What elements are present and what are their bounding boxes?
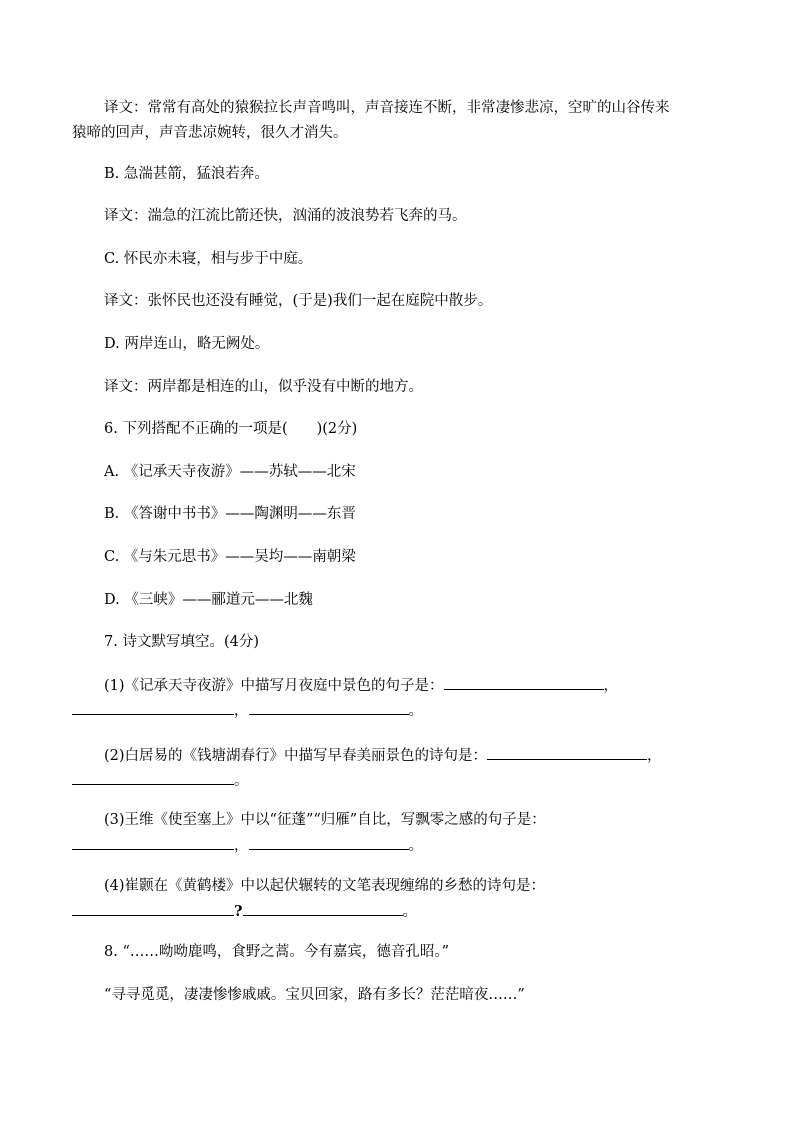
question-7-3: (3)王维《使至塞上》中以“征蓬”“归雁”自比，写飘零之感的句子是： — [104, 812, 546, 828]
question-7: 7. 诗文默写填空。(4分) — [104, 634, 259, 650]
question-7-4: (4)崔颢在《黄鹤楼》中以起伏辗转的文笔表现缠绵的乡愁的诗句是： — [104, 878, 546, 894]
answer-blank[interactable] — [487, 745, 647, 760]
translation-b: 译文：湍急的江流比箭还快，汹涌的波浪势若飞奔的马。 — [104, 208, 467, 224]
question-mark: ? — [234, 903, 243, 920]
comma: ， — [234, 838, 249, 854]
translation-line: 猿啼的回声，声音悲凉婉转，很久才消失。 — [72, 125, 348, 141]
comma: ， — [603, 678, 619, 694]
question-7-2 — [104, 745, 764, 766]
question-7-1 — [104, 675, 764, 696]
prompt-text: (1)《记承天寺夜游》中描写月夜庭中景色的句子是： — [104, 678, 444, 694]
prompt-text: (2)白居易的《钱塘湖春行》中描写早春美丽景色的诗句是： — [104, 748, 488, 764]
answer-blank[interactable] — [72, 835, 234, 850]
period: 。 — [408, 703, 423, 719]
question-7-2-cont — [72, 770, 732, 791]
option-c: C. 怀民亦未寝，相与步于中庭。 — [104, 251, 313, 267]
period: 。 — [408, 838, 423, 854]
answer-blank[interactable] — [72, 901, 234, 916]
period: 。 — [234, 773, 249, 789]
translation-c: 译文：张怀民也还没有睡觉，(于是)我们一起在庭院中散步。 — [104, 293, 493, 309]
translation-d: 译文：两岸都是相连的山，似乎没有中断的地方。 — [104, 379, 423, 395]
question-6-option-c: C. 《与朱元思书》——吴均——南朝梁 — [104, 549, 356, 565]
answer-blank[interactable] — [72, 700, 234, 715]
question-6: 6. 下列搭配不正确的一项是( )(2分) — [104, 421, 358, 437]
period: 。 — [402, 904, 417, 920]
question-7-3-cont — [72, 835, 732, 856]
answer-blank[interactable] — [243, 901, 403, 916]
comma: ， — [234, 703, 249, 719]
option-b: B. 急湍甚箭，猛浪若奔。 — [104, 166, 269, 182]
question-6-option-a: A. 《记承天寺夜游》——苏轼——北宋 — [104, 464, 356, 480]
option-d: D. 两岸连山，略无阙处。 — [104, 336, 270, 352]
question-6-option-b: B. 《答谢中书书》——陶渊明——东晋 — [104, 506, 356, 522]
question-8-quote: “寻寻觅觅，凄凄惨惨戚戚。宝贝回家，路有多长？茫茫暗夜……” — [104, 987, 525, 1003]
translation-line: 译文：常常有高处的猿猴拉长声音鸣叫，声音接连不断，非常凄惨悲凉，空旷的山谷传来 — [104, 100, 670, 116]
question-8: 8. “……呦呦鹿鸣，食野之蒿。今有嘉宾，德音孔昭。” — [104, 944, 450, 960]
question-7-1-cont — [72, 700, 732, 721]
question-6-option-d: D. 《三峡》——郦道元——北魏 — [104, 592, 313, 608]
answer-blank[interactable] — [444, 675, 604, 690]
answer-blank[interactable] — [249, 835, 409, 850]
answer-blank[interactable] — [72, 770, 234, 785]
comma: ， — [647, 748, 662, 764]
answer-blank[interactable] — [249, 700, 409, 715]
question-7-4-cont — [72, 901, 732, 922]
